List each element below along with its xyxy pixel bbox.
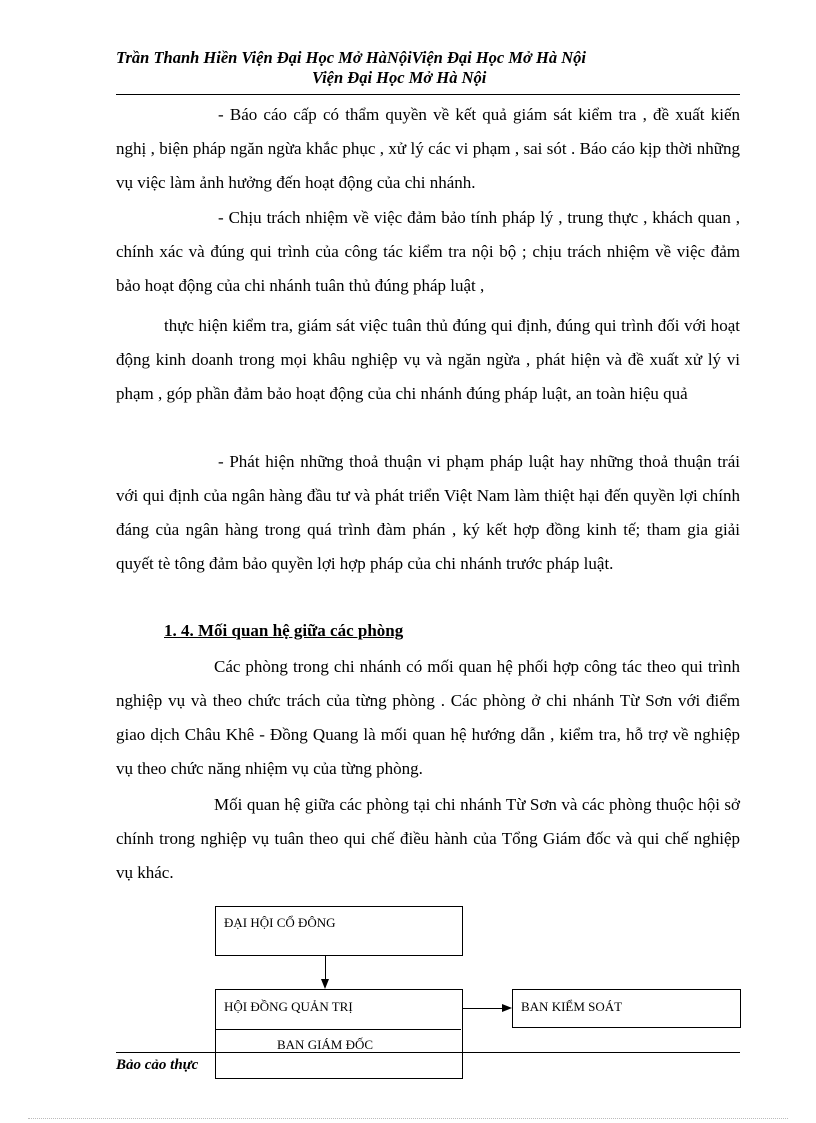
paragraph-detection: - Phát hiện những thoả thuận vi phạm pháp luật hay những thoả thuận trái với qui định của ngân hàng đầu tư và phát triển Việt Nam làm thiệt hại đến quyền lợi chính đáng của ngân hàng trong quá trình đàm phán , ký kết hợp đồng kinh tế; tham gia giải quyết tè tông đảm bảo quyền lợi hợp pháp của chi nhánh trước pháp luật.	[116, 452, 740, 573]
section-heading: 1. 4. Mối quan hệ giữa các phòng	[164, 621, 404, 640]
org-box-supervisory-label: BAN KIỂM SOÁT	[521, 999, 623, 1014]
header-line-1: Trần Thanh Hiền Viện Đại Học Mở HàNộiViện Đại Học Mở Hà Nội	[116, 48, 586, 67]
org-arrow-right	[463, 1008, 503, 1009]
page-header	[116, 48, 740, 88]
org-arrow-right-head	[502, 1004, 512, 1012]
org-box-shareholders	[215, 906, 463, 956]
paragraph-report: - Báo cáo cấp có thẩm quyền về kết quả giám sát kiểm tra , đề xuất kiến nghị , biện pháp ngăn ngừa khắc phục , xử lý các vi phạm , sai sót . Báo cáo kịp thời những vụ việc làm ảnh hưởng đến hoạt động của chi nhánh.	[116, 105, 740, 192]
header-rule	[116, 94, 740, 95]
org-box-supervisory	[512, 989, 741, 1028]
org-box-directors-label: BAN GIÁM ĐỐC	[277, 1037, 374, 1052]
paragraph-inspection: thực hiện kiểm tra, giám sát việc tuân thủ đúng qui định, đúng qui trình đối với hoạt động kinh doanh trong mọi khâu nghiệp vụ và ngăn ngừa , phát hiện và đề xuất xử lý vi phạm , góp phần đảm bảo hoạt động của chi nhánh đúng pháp luật, an toàn hiệu quả	[116, 316, 740, 403]
org-arrow-down	[325, 955, 326, 981]
header-line-2: Viện Đại Học Mở Hà Nội	[312, 68, 487, 87]
org-box-divider	[216, 1029, 461, 1030]
page-footer: Bảo cảo thực	[116, 1057, 199, 1073]
org-box-shareholders-label: ĐẠI HỘI CỔ ĐÔNG	[224, 915, 336, 930]
paragraph-responsibility: - Chịu trách nhiệm về việc đảm bảo tính pháp lý , trung thực , khách quan , chính xác và đúng qui trình của công tác kiểm tra nội bộ ; chịu trách nhiệm về việc đảm bảo hoạt động của chi nhánh tuân thủ đúng pháp luật ,	[116, 208, 740, 295]
org-arrow-down-head	[321, 979, 329, 989]
page-edge	[28, 1118, 788, 1119]
footer-rule	[116, 1052, 740, 1053]
org-box-board-label: HỘI ĐỒNG QUẢN TRỊ	[224, 999, 353, 1014]
paragraph-relations: Mối quan hệ giữa các phòng tại chi nhánh Từ Sơn và các phòng thuộc hội sở chính trong nghiệp vụ tuân theo qui chế điều hành của Tổng Giám đốc và qui chế nghiệp vụ khác.	[116, 795, 740, 882]
org-box-board	[215, 989, 463, 1079]
paragraph-departments: Các phòng trong chi nhánh có mối quan hệ phối hợp công tác theo qui trình nghiệp vụ và theo chức trách của từng phòng . Các phòng ở chi nhánh Từ Sơn với điểm giao dịch Châu Khê - Đồng Quang là mối quan hệ hướng dẫn , kiểm tra, hỗ trợ về nghiệp vụ theo chức năng nhiệm vụ của từng phòng.	[116, 657, 740, 778]
